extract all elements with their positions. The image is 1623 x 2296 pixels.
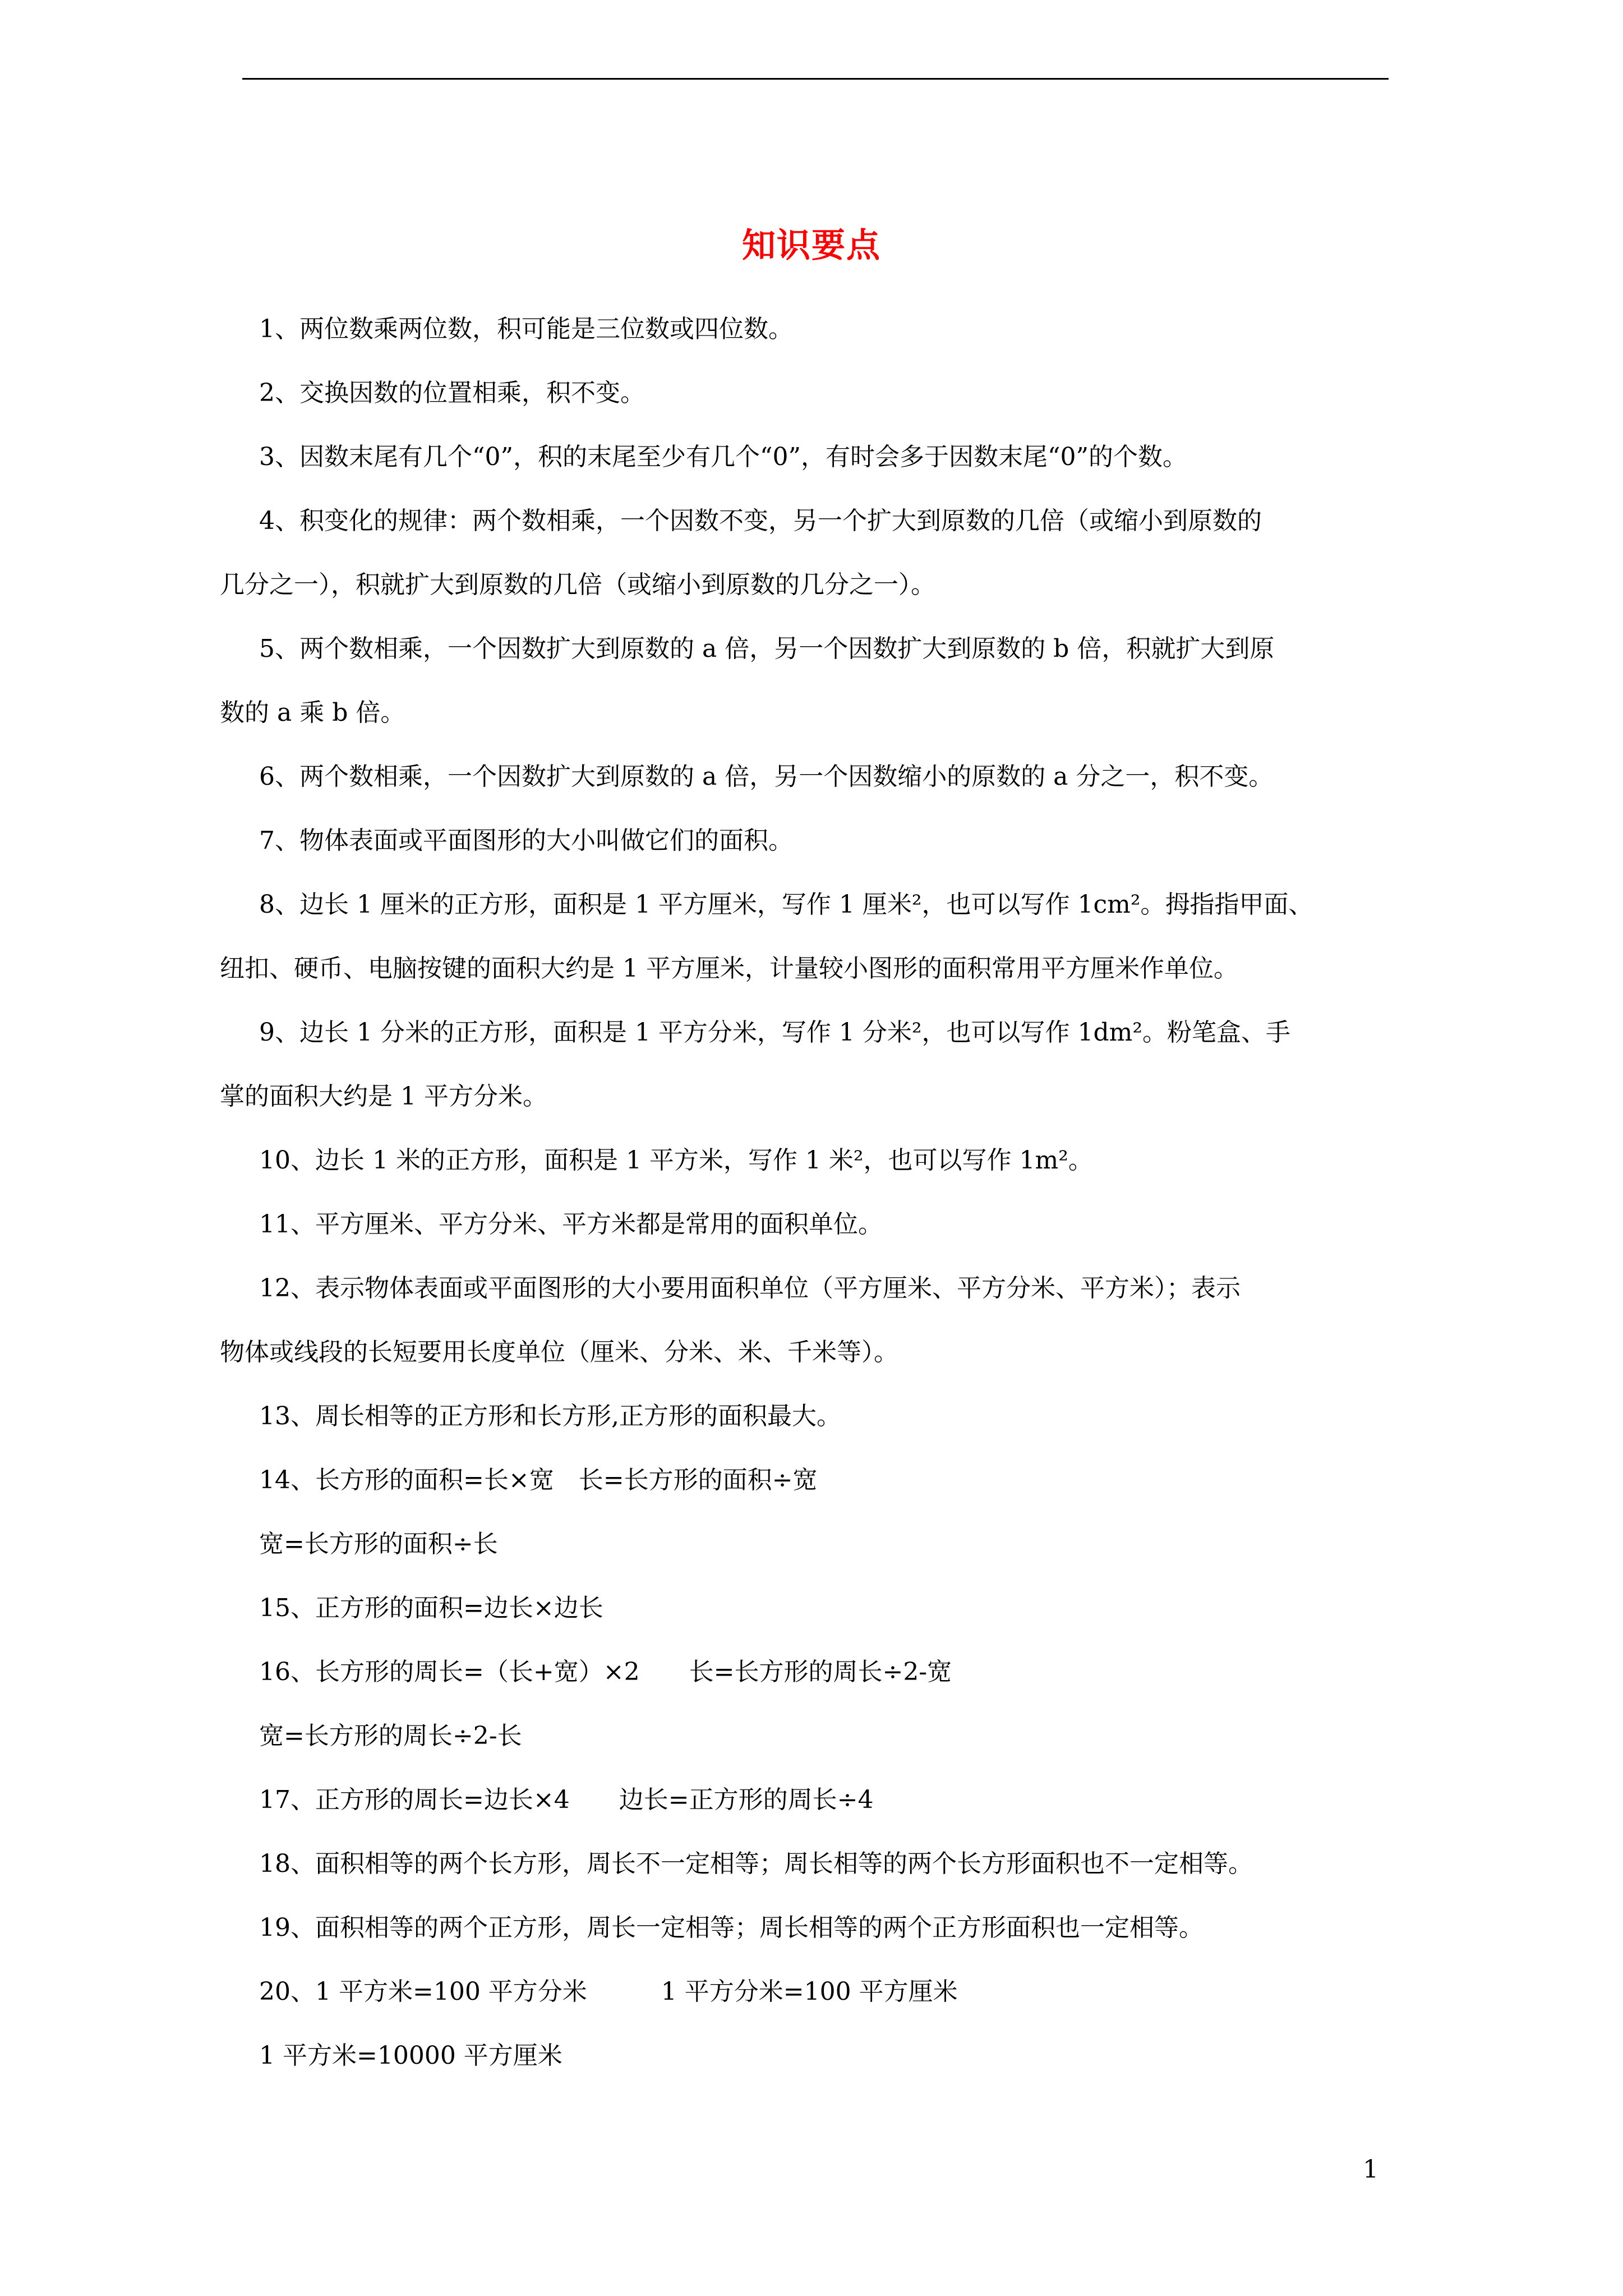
- list-item: [220, 361, 1414, 425]
- list-item-continuation: 数的 a 乘 b 倍。: [220, 698, 405, 727]
- list-item: [220, 1257, 1414, 1384]
- list-item: [220, 809, 1414, 873]
- list-item: [220, 1832, 1414, 1896]
- list-item: [220, 1576, 1414, 1640]
- list-item-text: 2、交换因数的位置相乘，积不变。: [259, 379, 645, 407]
- list-item-text: 宽=长方形的面积÷长: [259, 1530, 498, 1558]
- list-item-text: 13、周长相等的正方形和长方形,正方形的面积最大。: [259, 1402, 841, 1430]
- list-item-text: 4、积变化的规律：两个数相乘，一个因数不变，另一个扩大到原数的几倍（或缩小到原数的: [259, 507, 1262, 535]
- list-item-text: 1 平方米=10000 平方厘米: [259, 2041, 562, 2070]
- list-item-text: 1、两位数乘两位数，积可能是三位数或四位数。: [259, 315, 793, 343]
- list-item: [220, 1704, 1414, 1768]
- list-item-text: 宽=长方形的周长÷2-长: [259, 1722, 522, 1750]
- list-item-text: 18、面积相等的两个长方形，周长不一定相等；周长相等的两个长方形面积也不一定相等。: [259, 1849, 1253, 1878]
- list-item-text: 12、表示物体表面或平面图形的大小要用面积单位（平方厘米、平方分米、平方米）；表示: [259, 1274, 1241, 1303]
- list-item-text: 15、正方形的面积=边长×边长: [259, 1594, 603, 1622]
- list-item: [220, 425, 1414, 489]
- list-item-text: 16、长方形的周长=（长+宽）×2 长=长方形的周长÷2-宽: [259, 1658, 952, 1686]
- list-item: [220, 873, 1414, 1001]
- list-item: [220, 1384, 1414, 1448]
- list-item-continuation: 物体或线段的长短要用长度单位（厘米、分米、米、千米等）。: [220, 1338, 898, 1366]
- list-item-text: 10、边长 1 米的正方形，面积是 1 平方米，写作 1 米²，也可以写作 1m²。: [259, 1146, 1093, 1175]
- list-item: [220, 1512, 1414, 1576]
- list-item: [220, 745, 1414, 809]
- list-item-text: 20、1 平方米=100 平方分米 1 平方分米=100 平方厘米: [259, 1977, 958, 2006]
- list-item-continuation: 几分之一），积就扩大到原数的几倍（或缩小到原数的几分之一）。: [220, 570, 935, 599]
- list-item: [220, 617, 1414, 745]
- list-item: [220, 1129, 1414, 1193]
- list-item-text: 19、面积相等的两个正方形，周长一定相等；周长相等的两个正方形面积也一定相等。: [259, 1913, 1204, 1942]
- knowledge-points-list: [220, 297, 1414, 2088]
- list-item-continuation: 掌的面积大约是 1 平方分米。: [220, 1082, 547, 1111]
- document-title: 知识要点: [742, 226, 881, 265]
- list-item-text: 8、边长 1 厘米的正方形，面积是 1 平方厘米，写作 1 厘米²，也可以写作 1cm²。拇指指甲面、: [259, 890, 1313, 919]
- list-item: [220, 1193, 1414, 1257]
- list-item: [220, 489, 1414, 617]
- list-item: [220, 2024, 1414, 2088]
- list-item-text: 3、因数末尾有几个“0”，积的末尾至少有几个“0”，有时会多于因数末尾“0”的个数。: [259, 443, 1187, 471]
- header-rule: [242, 78, 1389, 80]
- list-item: [220, 1768, 1414, 1832]
- list-item-text: 17、正方形的周长=边长×4 边长=正方形的周长÷4: [259, 1786, 874, 1814]
- list-item-text: 11、平方厘米、平方分米、平方米都是常用的面积单位。: [259, 1210, 883, 1239]
- list-item-text: 14、长方形的面积=长×宽 长=长方形的面积÷宽: [259, 1466, 818, 1494]
- list-item: [220, 1001, 1414, 1129]
- list-item-text: 5、两个数相乘，一个因数扩大到原数的 a 倍，另一个因数扩大到原数的 b 倍，积就扩大到原: [259, 634, 1275, 663]
- page-number: 1: [1363, 2155, 1378, 2184]
- list-item-text: 9、边长 1 分米的正方形，面积是 1 平方分米，写作 1 分米²，也可以写作 1dm²。粉笔盒、手: [259, 1018, 1291, 1047]
- list-item-continuation: 纽扣、硬币、电脑按键的面积大约是 1 平方厘米，计量较小图形的面积常用平方厘米作单位。: [220, 954, 1238, 983]
- list-item: [220, 297, 1414, 361]
- list-item-text: 6、两个数相乘，一个因数扩大到原数的 a 倍，另一个因数缩小的原数的 a 分之一，积不变。: [259, 762, 1274, 791]
- list-item: [220, 1896, 1414, 1960]
- list-item-text: 7、物体表面或平面图形的大小叫做它们的面积。: [259, 826, 793, 855]
- list-item: [220, 1640, 1414, 1704]
- list-item: [220, 1448, 1414, 1512]
- list-item: [220, 1960, 1414, 2024]
